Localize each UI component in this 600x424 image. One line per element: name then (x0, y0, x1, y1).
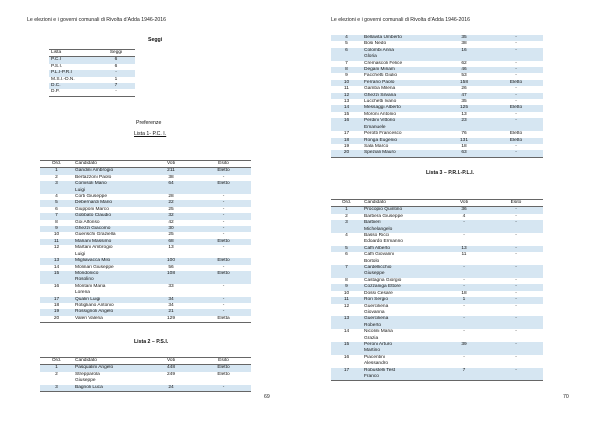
cell-candidato: Corti Giuseppe (75, 194, 107, 200)
cell-esito: Eletto (509, 131, 523, 137)
cell-ord: 14 (53, 264, 60, 270)
cell-voti: 18 (461, 143, 467, 149)
cell-ord: 5 (345, 41, 348, 47)
cell-voti: 64 (146, 181, 196, 194)
cell-candidato: Migliavacca Milo (73, 258, 146, 264)
cell-voti: 13 (168, 245, 174, 251)
cell-esito: Eletto (196, 271, 251, 284)
cell-voti: 4 (462, 213, 466, 219)
header-voti: Voti (146, 358, 196, 365)
cell-voti: 448 (146, 365, 196, 372)
cell-ord: 13 (40, 258, 73, 264)
cell-esito: Eletto (217, 371, 230, 377)
header-ord: Ord. (331, 200, 362, 207)
cell-ord: 13 (343, 99, 350, 105)
cell-ord: 18 (53, 302, 60, 308)
cell-voti: 22 (146, 200, 196, 206)
table-row (331, 233, 543, 246)
cell-ord: 3 (40, 385, 73, 392)
cell-candidato: Cremascoli Felice (364, 60, 403, 66)
cell-voti: 13 (439, 246, 489, 252)
cell-seggi: 6 (114, 63, 118, 69)
table-row (40, 385, 251, 392)
cell-candidato: Goi Alfonso (75, 219, 100, 225)
cell-candidato: Bertazzoni Paolo (75, 174, 112, 180)
table-row (40, 316, 251, 323)
cell-voti: 1 (439, 297, 489, 303)
cell-lista: P.S.I. (51, 63, 63, 69)
table-header-row (40, 358, 251, 365)
cell-voti: - (439, 265, 489, 278)
cell-esito: - (515, 111, 517, 117)
cell-voti: 24 (146, 385, 196, 392)
cell-esito: - (222, 302, 225, 308)
cell-esito: Eletto (196, 365, 251, 372)
lista1-table (40, 160, 251, 323)
cell-candidato: Rori Sergio (362, 297, 439, 303)
table-row (49, 89, 135, 96)
table-row (40, 245, 251, 258)
cell-ord: 14 (343, 329, 350, 335)
cell-voti: - (439, 220, 489, 233)
cell-ord: 4 (345, 233, 348, 239)
cell-esito: - (515, 252, 517, 258)
cell-esito: - (489, 220, 543, 233)
cell-esito: Eletto (489, 105, 543, 111)
cell-ord: 1 (40, 168, 73, 175)
cell-voti: - (463, 303, 465, 309)
cell-voti: 39 (439, 342, 489, 355)
lista2-title: Lista 2 – P.S.I. (134, 339, 169, 345)
cell-ord: 10 (53, 232, 60, 238)
cell-voti: 25 (168, 206, 174, 212)
cell-voti: 34 (168, 302, 174, 308)
cell-ord: 15 (40, 271, 73, 284)
lista1-title: Lista 1- P.C. I. (134, 131, 167, 137)
cell-voti: 68 (146, 239, 196, 245)
cell-esito: - (515, 303, 517, 309)
cell-candidato: Guerischi Graziella (75, 232, 116, 238)
cell-voti: 76 (461, 131, 467, 137)
cell-voti: 35 (439, 35, 489, 41)
cell-esito: - (489, 93, 543, 99)
running-head: Le elezioni e i governi comunali di Rivolta d’Adda 1946-2016 (331, 17, 470, 23)
table-row (331, 220, 543, 233)
cell-candidato: Degani Miriam (362, 67, 439, 73)
cell-voti: 53 (461, 73, 467, 79)
table-row (40, 372, 251, 385)
cell-esito: - (222, 206, 225, 212)
cell-candidato: Valeri Valeria (73, 316, 146, 323)
cell-candidato: Perdini Vittorio Emanuele (362, 118, 439, 131)
cell-candidato: Castagna Giorgio (364, 277, 402, 283)
cell-voti: 100 (146, 258, 196, 264)
cell-esito: - (515, 143, 517, 149)
cell-lista: P.L.I-P.R.I (49, 70, 97, 76)
cell-ord: 12 (331, 93, 362, 99)
cell-candidato: Ghezzi Silvana (362, 93, 439, 99)
cell-candidato: Gamba Milena (364, 86, 396, 92)
cell-esito: - (489, 284, 543, 290)
cell-voti: 30 (146, 226, 196, 232)
table-row (331, 252, 543, 265)
cell-ord: 8 (345, 277, 348, 283)
cell-ord: 5 (40, 200, 73, 206)
cell-esito: - (222, 219, 225, 225)
cell-ord: 17 (331, 368, 362, 381)
cell-candidato: Lucchetti Ivano (364, 99, 397, 105)
table-header-row (331, 200, 543, 207)
cell-voti: 18 (461, 290, 467, 296)
cell-candidato: Comisoli Mario Luigi (73, 181, 146, 194)
lista3-table (331, 199, 543, 381)
cell-esito: - (489, 150, 543, 157)
header-esito: Esito (196, 358, 251, 365)
cell-candidato: Bagnoli Luca (73, 385, 146, 392)
cell-esito: - (515, 41, 517, 47)
cell-ord: 2 (55, 174, 58, 180)
seggi-title: Seggi (148, 37, 163, 43)
cell-esito: - (196, 297, 251, 303)
cell-ord: 5 (331, 246, 362, 252)
cell-ord: 16 (343, 354, 350, 360)
cell-ord: 11 (331, 297, 362, 303)
cell-ord: 14 (331, 105, 362, 111)
cell-ord: 8 (331, 67, 362, 73)
cell-ord: 7 (331, 265, 362, 278)
cell-esito: Eletto (489, 80, 543, 86)
cell-esito: - (489, 316, 543, 329)
header-voti: Voti (439, 200, 489, 207)
cell-ord: 8 (55, 219, 58, 225)
cell-candidato: Gobbato Claudio (73, 213, 146, 219)
cell-esito: - (515, 277, 517, 283)
cell-candidato: Procopio Quintino (362, 207, 439, 214)
cell-ord: 15 (331, 342, 362, 355)
cell-voti: 35 (461, 99, 467, 105)
table-row (40, 271, 251, 284)
cell-voti: - (463, 354, 465, 360)
cell-esito: - (196, 200, 251, 206)
cell-ord: 2 (345, 213, 348, 219)
table-row (331, 150, 543, 157)
cell-voti: - (463, 233, 465, 239)
cell-ord: 17 (40, 297, 73, 303)
cell-voti: 33 (168, 283, 174, 289)
cell-esito: Eletto (196, 258, 251, 264)
lista2-continued-table (331, 35, 543, 158)
cell-esito: Eletto (196, 168, 251, 175)
cell-candidato: Rotigliano Antonio (75, 302, 114, 308)
cell-ord: 9 (331, 284, 362, 290)
table-header-row (49, 50, 135, 57)
cell-candidato: Molinari Giuseppe (75, 264, 114, 270)
cell-candidato: Gandini Ambrogio (73, 168, 146, 175)
cell-esito: - (489, 297, 543, 303)
cell-voti: 36 (439, 207, 489, 214)
cell-candidato: Nicolini Maria Grazia (364, 329, 393, 341)
cell-voti: 16 (439, 48, 489, 61)
cell-ord: 15 (343, 111, 350, 117)
cell-voti: 129 (146, 316, 196, 323)
cell-esito: - (222, 245, 225, 251)
running-head: Le elezioni e i governi comunali di Rivolta d’Adda 1946-2016 (27, 17, 166, 23)
cell-voti: 13 (461, 111, 467, 117)
cell-esito: - (222, 194, 225, 200)
cell-esito: - (222, 264, 225, 270)
cell-candidato: Cozzaniga Ettore (362, 284, 439, 290)
cell-candidato: Mondonico Rosolino (73, 271, 146, 284)
cell-esito: - (489, 67, 543, 73)
table-row (331, 48, 543, 61)
cell-esito: - (515, 290, 517, 296)
cell-ord: 7 (345, 60, 348, 66)
header-esito: Esito (196, 161, 251, 168)
table-row (49, 57, 135, 64)
cell-candidato: Qualiri Luigi (73, 297, 146, 303)
cell-voti: 42 (168, 219, 174, 225)
table-row (331, 355, 543, 368)
page-number-left: 69 (264, 394, 270, 400)
cell-seggi: - (97, 89, 135, 96)
cell-candidato: Basso Ricci Edoardo Ermanno (364, 233, 403, 245)
cell-voti: 21 (146, 309, 196, 315)
cell-esito: - (222, 174, 225, 180)
cell-voti: 38 (461, 41, 467, 47)
table-row (40, 365, 251, 372)
cell-candidato: Messaggi Alberto (362, 105, 439, 111)
cell-candidato: Strepparola Giuseppe (75, 371, 100, 384)
cell-esito: Eletto (196, 181, 251, 194)
cell-esito: Eletto (196, 239, 251, 245)
cell-ord: 10 (343, 290, 350, 296)
cell-ord: 6 (55, 206, 58, 212)
table-row (331, 316, 543, 329)
table-row (40, 181, 251, 194)
cell-ord: 16 (53, 283, 60, 289)
cell-candidato: Pasqualini Angelo (73, 365, 146, 372)
cell-ord: 20 (40, 316, 73, 323)
cell-candidato: Montani Maria Lorena (75, 283, 106, 296)
cell-ord: 10 (331, 80, 362, 86)
cell-candidato: Rossignoli Angelo (73, 309, 146, 315)
cell-candidato: Facchetti Giulio (364, 73, 398, 79)
cell-candidato: Debernardi Mario (73, 200, 146, 206)
cell-ord: 17 (343, 131, 350, 137)
cell-esito: - (515, 213, 517, 219)
cell-candidato: Bellavita Umberto (362, 35, 439, 41)
page-number-right: 70 (563, 394, 569, 400)
header-candidato: Candidato (362, 200, 439, 207)
cell-ord: 2 (55, 371, 58, 377)
preferenze-title: Preferenze (136, 120, 162, 126)
cell-esito: - (515, 354, 517, 360)
cell-voti: 38 (168, 174, 174, 180)
cell-esito: - (515, 233, 517, 239)
cell-lista: D.P. (49, 89, 97, 96)
cell-candidato: Caffi Giovanni Bortolo (364, 252, 395, 264)
cell-ord: 11 (40, 239, 73, 245)
cell-voti: 11 (461, 252, 467, 258)
cell-candidato: Colombi Anna Gloria (362, 48, 439, 61)
table-row (40, 168, 251, 175)
cell-ord: 12 (343, 303, 350, 309)
cell-candidato: Perotti Francesco (364, 131, 402, 137)
cell-ord: 12 (53, 245, 60, 251)
cell-candidato: Barbera Giuseppe (364, 213, 403, 219)
cell-esito: - (489, 265, 543, 278)
right-page (300, 0, 600, 424)
cell-voti: 108 (146, 271, 196, 284)
cell-esito: - (515, 99, 517, 105)
header-lista: Lista (49, 50, 97, 57)
cell-voti: 28 (168, 194, 174, 200)
cell-ord: 20 (331, 150, 362, 157)
cell-voti: 125 (439, 105, 489, 111)
cell-ord: 6 (345, 252, 348, 258)
table-row (331, 329, 543, 342)
cell-esito: - (196, 226, 251, 232)
cell-esito: - (515, 329, 517, 335)
cell-ord: 16 (331, 118, 362, 131)
cell-candidato: Sala Marco (364, 143, 389, 149)
cell-voti: 249 (166, 371, 175, 377)
cell-voti: 63 (439, 150, 489, 157)
cell-seggi: 7 (97, 83, 135, 89)
cell-candidato: Martani Ambrogio Luigi (75, 245, 113, 257)
cell-ord: 9 (40, 226, 73, 232)
cell-esito: - (489, 368, 543, 381)
table-row (331, 368, 543, 381)
header-candidato: Candidato (73, 161, 146, 168)
table-row (331, 118, 543, 131)
cell-esito: - (489, 48, 543, 61)
cell-ord: 6 (331, 48, 362, 61)
cell-esito: - (222, 232, 225, 238)
cell-candidato: Giupponi Marco (75, 206, 109, 212)
header-candidato: Candidato (73, 358, 146, 365)
table-row (40, 284, 251, 297)
cell-candidato: Ronga Eugenio (362, 138, 439, 144)
cell-lista: D.C. (49, 83, 97, 89)
cell-candidato: Ferrario Paolo (362, 80, 439, 86)
cell-ord: 3 (40, 181, 73, 194)
cell-candidato: Moroni Antonio (364, 111, 396, 117)
cell-esito: - (489, 207, 543, 214)
cell-voti: 23 (439, 118, 489, 131)
header-ord: Ord. (40, 358, 73, 365)
cell-voti: - (439, 284, 489, 290)
cell-candidato: Caffi Alberto (362, 246, 439, 252)
cell-esito: - (489, 35, 543, 41)
cell-voti: 7 (439, 368, 489, 381)
cell-seggi: 6 (97, 57, 135, 64)
cell-esito: - (222, 283, 225, 289)
cell-candidato: Dossi Cesare (364, 290, 393, 296)
cell-candidato: Guerciliena Roberto (362, 316, 439, 329)
lista3-title: Lista 3 – P.R.I.-P.L.I. (426, 170, 474, 176)
cell-voti: 56 (168, 264, 174, 270)
cell-seggi: - (97, 70, 135, 76)
header-ord: Ord. (40, 161, 73, 168)
cell-voti: 62 (461, 60, 467, 66)
table-header-row (40, 161, 251, 168)
cell-ord: 3 (331, 220, 362, 233)
cell-voti: 25 (168, 232, 174, 238)
cell-seggi: 1 (114, 76, 118, 82)
cell-voti: 34 (146, 297, 196, 303)
cell-candidato: Cardellicchio Giuseppe (362, 265, 439, 278)
cell-esito: - (489, 246, 543, 252)
cell-esito: - (489, 342, 543, 355)
cell-esito: - (489, 118, 543, 131)
cell-voti: - (463, 277, 465, 283)
table-row (331, 304, 543, 317)
cell-ord: 19 (40, 309, 73, 315)
header-esito: Esito (489, 200, 543, 207)
cell-ord: 9 (345, 73, 348, 79)
cell-esito: - (515, 60, 517, 66)
table-row (331, 265, 543, 278)
seggi-table (49, 49, 135, 97)
lista2-table (40, 357, 251, 392)
cell-candidato: Bosi Nedo (364, 41, 387, 47)
cell-lista: M.S.I.-D.N. (51, 76, 75, 82)
cell-ord: 1 (40, 365, 73, 372)
cell-ord: 4 (331, 35, 362, 41)
table-row (331, 207, 543, 214)
cell-candidato: Ghezzi Giacomo (73, 226, 146, 232)
cell-candidato: Speziali Mauro (362, 150, 439, 157)
cell-voti: - (463, 329, 465, 335)
cell-ord: 1 (331, 207, 362, 214)
cell-ord: 7 (40, 213, 73, 219)
cell-esito: - (515, 73, 517, 79)
cell-lista: P.C.I (49, 57, 97, 64)
cell-esito: - (196, 385, 251, 392)
cell-voti: 131 (439, 138, 489, 144)
cell-ord: 11 (344, 86, 349, 92)
cell-candidato: Robustelli Test Franco (362, 368, 439, 381)
cell-voti: 158 (439, 80, 489, 86)
cell-candidato: Peroni Arturo Martino (362, 342, 439, 355)
cell-esito: Eletto (489, 138, 543, 144)
cell-candidato: Mariani Massimo (73, 239, 146, 245)
cell-ord: 13 (331, 316, 362, 329)
cell-esito: - (196, 309, 251, 315)
cell-esito: Eletta (196, 316, 251, 323)
cell-ord: 19 (343, 143, 350, 149)
cell-voti: 32 (146, 213, 196, 219)
cell-esito: - (515, 86, 517, 92)
cell-candidato: Piacentini Alessandro (364, 354, 388, 367)
cell-candidato: Guerciliena Giovanna (364, 303, 389, 315)
cell-voti: 47 (439, 93, 489, 99)
table-row (331, 342, 543, 355)
cell-ord: 4 (55, 194, 58, 200)
cell-voti: 46 (439, 67, 489, 73)
header-seggi: Seggi (97, 50, 135, 57)
cell-voti: - (439, 316, 489, 329)
cell-candidato: Barbieri Michelangelo (362, 220, 439, 233)
cell-voti: 26 (461, 86, 467, 92)
cell-voti: 211 (146, 168, 196, 175)
cell-ord: 18 (331, 138, 362, 144)
cell-esito: - (196, 213, 251, 219)
header-voti: Voti (146, 161, 196, 168)
